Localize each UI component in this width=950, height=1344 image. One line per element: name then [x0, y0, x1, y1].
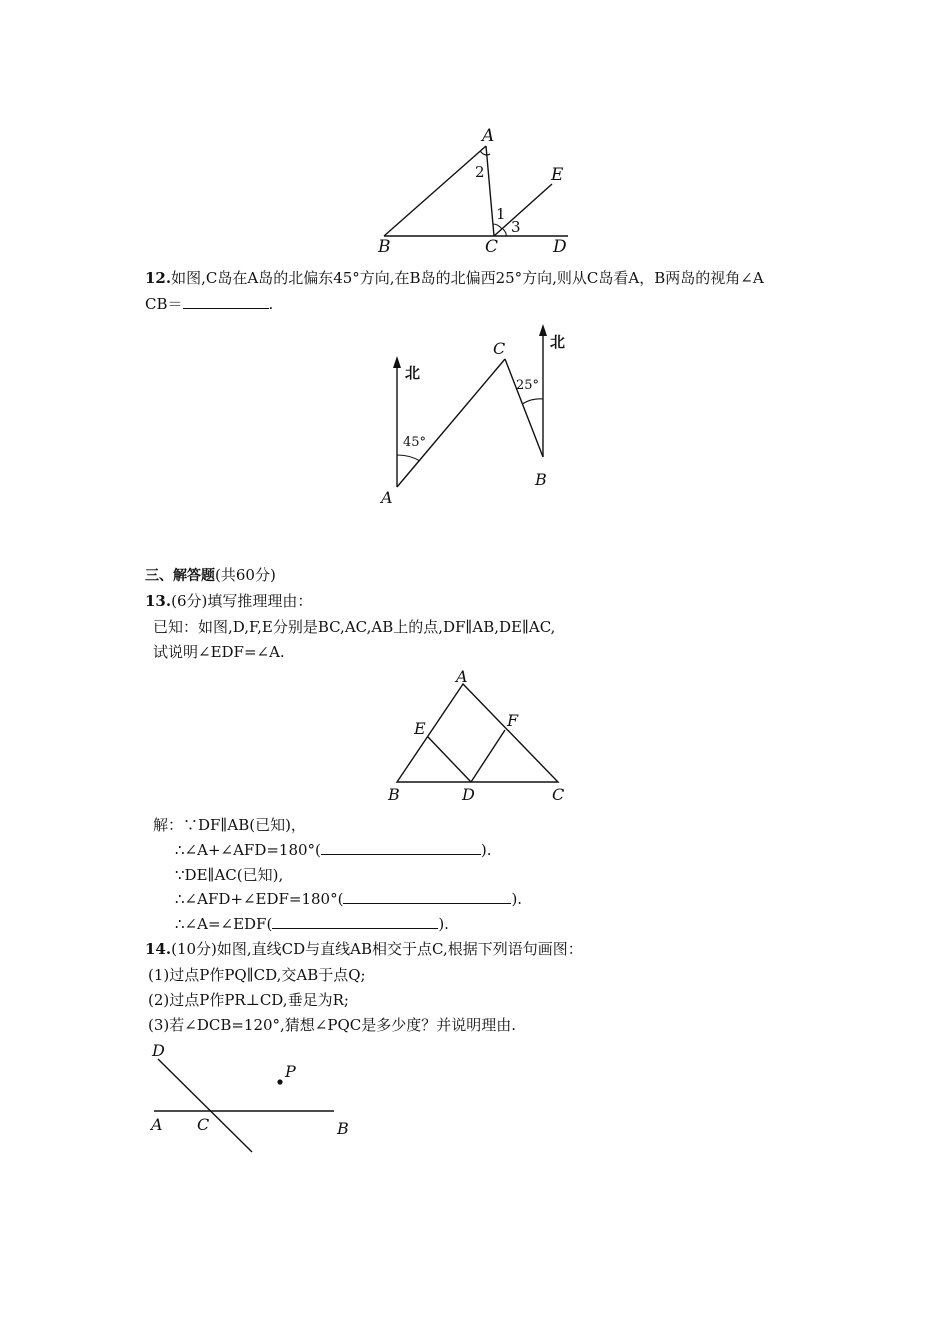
question-13-prove: 试说明∠EDF=∠A. [153, 643, 285, 661]
section-3-heading [145, 565, 276, 586]
question-14-step-1: (1)过点P作PQ∥CD,交AB于点Q; [148, 966, 366, 984]
figure-angle-diagram [370, 120, 590, 260]
question-12-line2 [145, 294, 273, 314]
label-a: A [381, 488, 393, 507]
line-ac [486, 146, 494, 236]
solution-line-2-end: ). [480, 841, 492, 859]
angle-arc-2 [480, 151, 490, 155]
angle-arc-45 [397, 455, 420, 461]
question-13-intro-text: (6分)填写推理理由： [171, 592, 313, 610]
section-3-title: 三、解答题 [145, 568, 215, 584]
figure-bearing-diagram [370, 320, 580, 510]
answer-blank-13-1[interactable] [321, 840, 481, 855]
question-12-number: 12. [145, 269, 172, 287]
label-d: D [152, 1041, 165, 1060]
label-d: D [462, 785, 475, 804]
figure-triangle-diagram [380, 665, 580, 805]
angle-arc-25 [522, 399, 543, 404]
label-c: C [197, 1115, 210, 1134]
north-arrow-b [539, 324, 547, 336]
solution-line-5 [175, 914, 449, 934]
line-df [471, 730, 505, 782]
question-14-step-3: (3)若∠DCB=120°,猜想∠PQC是多少度？并说明理由. [148, 1016, 517, 1034]
label-d: D [553, 237, 567, 257]
north-label-b: 北 [550, 333, 566, 351]
north-label-a: 北 [405, 364, 421, 382]
label-a: A [456, 667, 468, 686]
question-13-number: 13. [145, 592, 172, 610]
answer-blank-13-2[interactable] [343, 889, 511, 904]
solution-line-5-end: ). [438, 915, 449, 933]
label-p: P [285, 1062, 296, 1081]
solution-line-2 [175, 840, 492, 860]
solution-line-5-text: ∴∠A=∠EDF( [175, 915, 273, 933]
label-angle-1: 1 [496, 205, 506, 223]
question-13-given: 已知：如图,D,F,E分别是BC,AC,AB上的点,DF∥AB,DE∥AC, [153, 618, 556, 636]
label-a: A [151, 1115, 163, 1134]
answer-blank-12[interactable] [183, 294, 269, 309]
label-angle-3: 3 [511, 218, 521, 236]
question-12-text: 如图,C岛在A岛的北偏东45°方向,在B岛的北偏西25°方向,则从C岛看A，B两岛的视角∠A [171, 269, 764, 287]
question-14-intro [145, 939, 583, 959]
north-arrow-a [393, 356, 401, 368]
line-cb [505, 359, 543, 457]
label-b: B [388, 785, 400, 804]
section-3-score: (共60分) [215, 566, 276, 584]
solution-line-4 [175, 889, 522, 909]
solution-line-4-end: ). [511, 890, 523, 908]
angle-arc-3 [503, 229, 506, 236]
question-14-intro-text: (10分)如图,直线CD与直线AB相交于点C,根据下列语句画图： [171, 940, 583, 958]
solution-line-1: 解：∵DF∥AB(已知)， [153, 816, 306, 834]
label-c: C [552, 785, 565, 804]
question-13-intro [145, 591, 312, 611]
figure-intersecting-lines [140, 1035, 360, 1165]
label-b: B [337, 1119, 349, 1138]
question-12-period: . [268, 295, 274, 313]
label-e: E [414, 719, 426, 738]
question-14-number: 14. [145, 940, 172, 958]
label-b: B [535, 470, 547, 489]
solution-line-2-text: ∴∠A+∠AFD=180°( [175, 841, 321, 859]
label-e: E [551, 165, 564, 185]
label-angle-2: 2 [475, 163, 485, 181]
line-cd [158, 1059, 252, 1152]
solution-line-3: ∵DE∥AC(已知), [175, 866, 284, 884]
point-p [277, 1079, 282, 1084]
line-ab [384, 146, 486, 236]
question-12-line2-text: CB＝ [145, 295, 183, 313]
label-c: C [493, 339, 506, 358]
angle-label-25: 25° [516, 378, 540, 393]
answer-blank-13-3[interactable] [272, 914, 438, 929]
label-b: B [378, 237, 391, 257]
angle-label-45: 45° [403, 435, 427, 450]
solution-line-4-text: ∴∠AFD+∠EDF=180°( [175, 890, 344, 908]
label-f: F [507, 711, 519, 730]
question-14-step-2: (2)过点P作PR⊥CD,垂足为R; [148, 991, 349, 1009]
label-a: A [482, 126, 495, 146]
label-c: C [485, 237, 499, 257]
angle-arc-1 [493, 224, 502, 229]
question-12-line1 [145, 268, 764, 288]
line-de [428, 737, 471, 782]
